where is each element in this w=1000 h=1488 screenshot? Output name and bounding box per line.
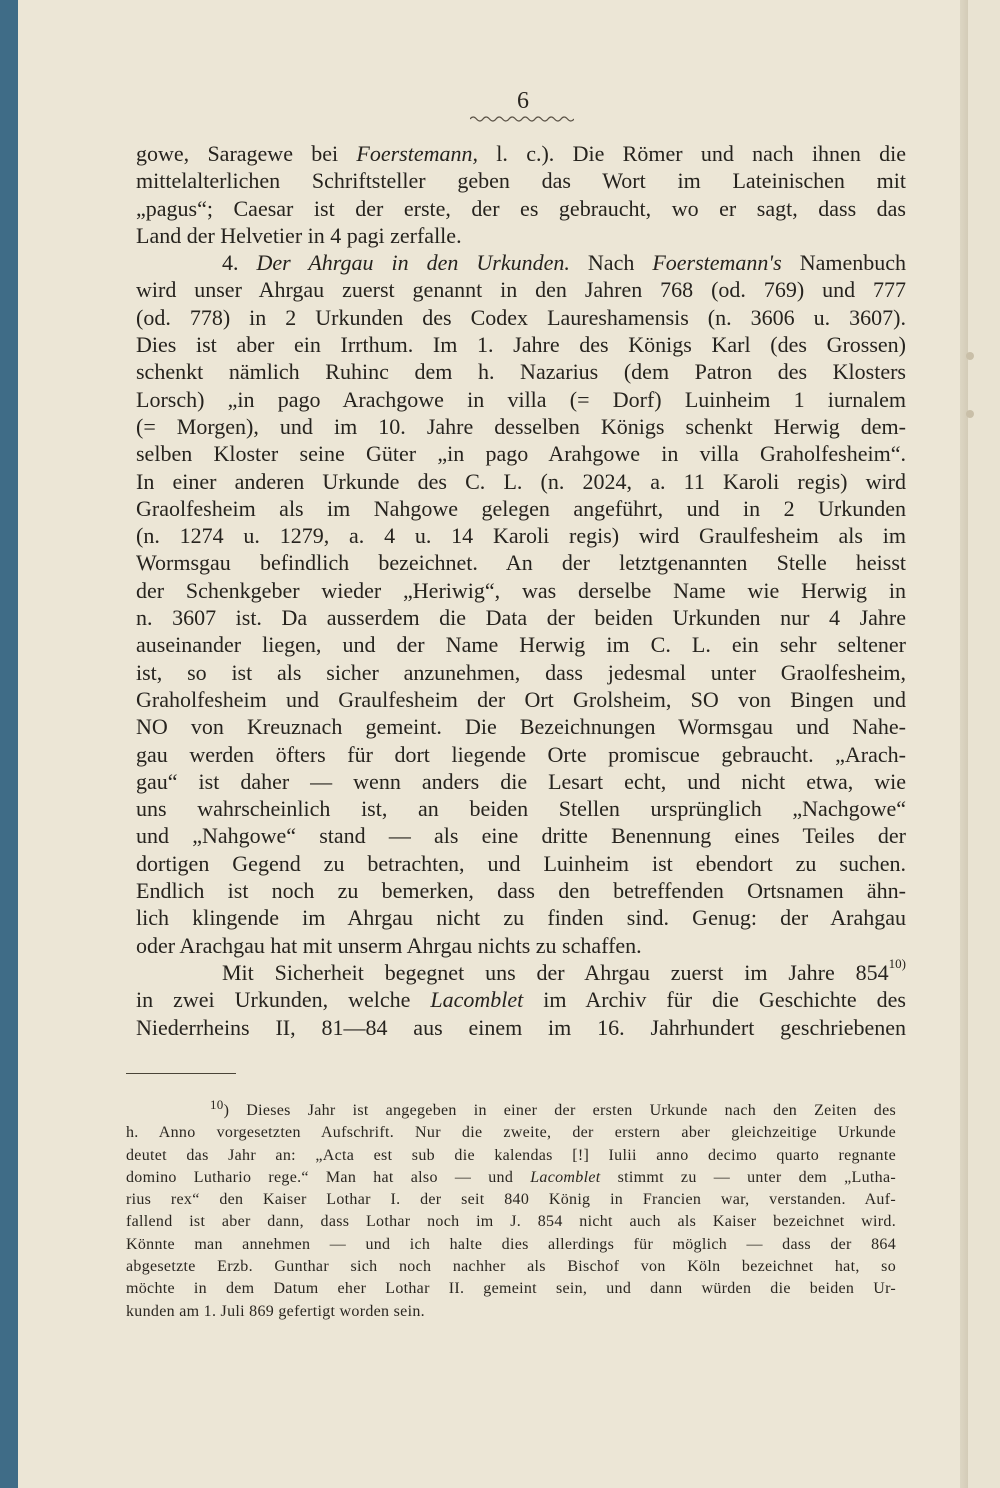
text-span: dortigen Gegend zu betrachten, und Luinheim ist ebendort zu suchen. bbox=[136, 850, 906, 876]
text-span: gau“ ist daher — wenn anders die Lesart echt, und nicht etwa, wie bbox=[136, 768, 906, 794]
footnote-line bbox=[126, 1145, 896, 1167]
text-span: (n. 1274 u. 1279, a. 4 u. 14 Karoli regis) wird Graulfesheim als im bbox=[136, 523, 906, 549]
text-span: Könnte man annehmen — und ich halte dies allerdings für möglich — dass der 864 bbox=[126, 1235, 896, 1253]
italic-span: Foerstemann's bbox=[652, 250, 782, 276]
text-line bbox=[136, 604, 906, 631]
text-span: schenkt nämlich Ruhinc dem h. Nazarius (dem Patron des Klosters bbox=[136, 359, 906, 385]
text-span: lich klingende im Ahrgau nicht zu finden sind. Genug: der Arahgau bbox=[136, 905, 906, 931]
text-span: in zwei Urkunden, welche bbox=[136, 987, 431, 1013]
text-span: domino Luthario rege.“ Man hat also — und bbox=[126, 1168, 531, 1186]
text-line bbox=[136, 741, 906, 768]
text-line bbox=[136, 850, 906, 877]
text-line bbox=[136, 904, 906, 931]
text-line bbox=[136, 877, 906, 904]
text-line bbox=[136, 986, 906, 1013]
text-line bbox=[136, 932, 906, 959]
text-line bbox=[136, 495, 906, 522]
text-span: der Schenkgeber wieder „Heriwig“, was derselbe Name wie Herwig in bbox=[136, 577, 906, 603]
text-span: h. Anno vorgesetzten Aufschrift. Nur die zweite, der erstern aber gleichzeitige Urkunde bbox=[126, 1124, 896, 1142]
text-line bbox=[136, 222, 906, 249]
text-line bbox=[136, 276, 906, 303]
text-line bbox=[136, 577, 906, 604]
text-line bbox=[136, 522, 906, 549]
footnote-line bbox=[126, 1122, 896, 1144]
text-span: Nach bbox=[569, 250, 653, 276]
text-span: uns wahrscheinlich ist, an beiden Stellen ursprünglich „Nachgowe“ bbox=[136, 796, 906, 822]
text-span: abgesetzte Erzb. Gunthar sich noch nachher als Bischof von Köln bezeichnet hat, so bbox=[126, 1258, 896, 1276]
text-line bbox=[136, 304, 906, 331]
footnote-line bbox=[126, 1211, 896, 1233]
footnote-rule bbox=[126, 1073, 236, 1074]
text-line bbox=[136, 331, 906, 358]
footnote-line bbox=[126, 1234, 896, 1256]
text-span: Land der Helvetier in 4 pagi zerfalle. bbox=[136, 222, 462, 248]
footnote-line bbox=[126, 1189, 896, 1211]
text-line bbox=[136, 713, 906, 740]
text-span: und „Nahgowe“ stand — als eine dritte Benennung eines Teiles der bbox=[136, 823, 906, 849]
text-span: Mit Sicherheit begegnet uns der Ahrgau zuerst im Jahre 854 bbox=[222, 959, 889, 985]
footnote-line bbox=[126, 1278, 896, 1300]
footnote-line bbox=[126, 1097, 896, 1122]
text-span: (od. 778) in 2 Urkunden des Codex Laureshamensis (n. 3606 u. 3607). bbox=[136, 304, 906, 330]
text-span: stimmt zu — unter dem „Lutha- bbox=[600, 1168, 896, 1186]
text-span: 4. bbox=[222, 250, 257, 276]
text-span: „pagus“; Caesar ist der erste, der es gebraucht, wo er sagt, dass das bbox=[136, 195, 906, 221]
text-line bbox=[136, 955, 906, 986]
main-text bbox=[136, 140, 906, 1041]
text-line bbox=[136, 659, 906, 686]
text-span: Endlich ist noch zu bemerken, dass den betreffenden Ortsnamen ähn- bbox=[136, 878, 906, 904]
text-line bbox=[136, 631, 906, 658]
text-span: mittelalterlichen Schriftsteller geben das Wort im Lateinischen mit bbox=[136, 168, 906, 194]
text-line bbox=[136, 140, 906, 167]
text-line bbox=[136, 549, 906, 576]
text-line bbox=[136, 195, 906, 222]
text-line bbox=[136, 686, 906, 713]
text-span: ) Dieses Jahr ist angegeben in einer der ersten Urkunde nach den Zeiten des bbox=[223, 1102, 896, 1119]
text-span: Namenbuch bbox=[781, 250, 907, 276]
text-span: Dies ist aber ein Irrthum. Im 1. Jahre des Königs Karl (des Grossen) bbox=[136, 332, 906, 358]
text-span: deutet das Jahr an: „Acta est sub die kalendas [!] Iulii anno decimo quarto regnante bbox=[126, 1146, 896, 1164]
text-line bbox=[136, 795, 906, 822]
text-span: selben Kloster seine Güter „in pago Arahgowe in villa Graholfesheim“. bbox=[136, 441, 906, 467]
page-edge bbox=[968, 0, 1000, 1488]
footnote-marker: 10) bbox=[888, 955, 906, 971]
text-span: möchte in dem Datum eher Lothar II. gemeint sein, und dann würden die beiden Ur- bbox=[126, 1280, 896, 1298]
text-span: wird unser Ahrgau zuerst genannt in den Jahren 768 (od. 769) und 777 bbox=[136, 277, 906, 303]
text-span: (= Morgen), und im 10. Jahre desselben Königs schenkt Herwig dem- bbox=[136, 413, 906, 439]
footnote bbox=[126, 1097, 896, 1323]
footnote-marker: 10 bbox=[210, 1097, 224, 1112]
binding-edge bbox=[0, 0, 18, 1488]
footnote-line bbox=[126, 1256, 896, 1278]
text-span: gowe, Saragewe bei bbox=[136, 141, 357, 166]
text-line bbox=[136, 358, 906, 385]
italic-span: Lacomblet bbox=[430, 987, 524, 1013]
italic-span: Foerstemann, bbox=[356, 141, 479, 166]
edge-mark bbox=[966, 410, 974, 418]
text-span: gau werden öfters für dort liegende Orte promiscue gebraucht. „Arach- bbox=[136, 741, 906, 767]
text-span: auseinander liegen, und der Name Herwig im C. L. ein sehr seltener bbox=[136, 632, 906, 658]
text-span: rius rex“ den Kaiser Lothar I. der seit 840 König in Francien war, verstanden. Auf- bbox=[126, 1191, 896, 1209]
text-line bbox=[136, 249, 906, 276]
text-span: oder Arachgau hat mit unserm Ahrgau nichts zu schaffen. bbox=[136, 932, 642, 958]
text-line bbox=[136, 468, 906, 495]
text-line bbox=[136, 413, 906, 440]
text-span: n. 3607 ist. Da ausserdem die Data der beiden Urkunden nur 4 Jahre bbox=[136, 605, 906, 631]
text-line bbox=[136, 822, 906, 849]
text-span: Niederrheins II, 81—84 aus einem im 16. Jahrhundert geschriebenen bbox=[136, 1014, 906, 1040]
page-number-ornament bbox=[470, 115, 574, 123]
text-span: im Archiv für die Geschichte des bbox=[523, 987, 906, 1013]
page-number: 6 bbox=[517, 88, 529, 114]
text-span: In einer anderen Urkunde des C. L. (n. 2024, a. 11 Karoli regis) wird bbox=[136, 468, 906, 494]
edge-mark bbox=[966, 352, 974, 360]
book-page bbox=[18, 0, 962, 1488]
text-span: Wormsgau befindlich bezeichnet. An der letztgenannten Stelle heisst bbox=[136, 550, 906, 576]
italic-span: Lacomblet bbox=[530, 1168, 601, 1186]
text-span: ist, so ist als sicher anzunehmen, dass jedesmal unter Graolfesheim, bbox=[136, 659, 906, 685]
text-span: fallend ist aber dann, dass Lothar noch im J. 854 nicht auch als Kaiser bezeichnet wird. bbox=[126, 1213, 896, 1231]
footnote-line bbox=[126, 1167, 896, 1189]
text-span: Lorsch) „in pago Arachgowe in villa (= Dorf) Luinheim 1 iurnalem bbox=[136, 386, 906, 412]
italic-span: Der Ahrgau in den Urkunden. bbox=[256, 250, 570, 276]
text-span: Graolfesheim als im Nahgowe gelegen angeführt, und in 2 Urkunden bbox=[136, 495, 906, 521]
text-span: l. c.). Die Römer und nach ihnen die bbox=[478, 141, 906, 166]
text-line bbox=[136, 440, 906, 467]
footnote-line bbox=[126, 1301, 896, 1323]
text-span: kunden am 1. Juli 869 gefertigt worden sein. bbox=[126, 1302, 425, 1320]
text-line bbox=[136, 386, 906, 413]
text-span: NO von Kreuznach gemeint. Die Bezeichnungen Wormsgau und Nahe- bbox=[136, 714, 906, 740]
text-line bbox=[136, 167, 906, 194]
text-line bbox=[136, 1014, 906, 1041]
text-span: Graholfesheim und Graulfesheim der Ort Grolsheim, SO von Bingen und bbox=[136, 686, 906, 712]
text-line bbox=[136, 768, 906, 795]
